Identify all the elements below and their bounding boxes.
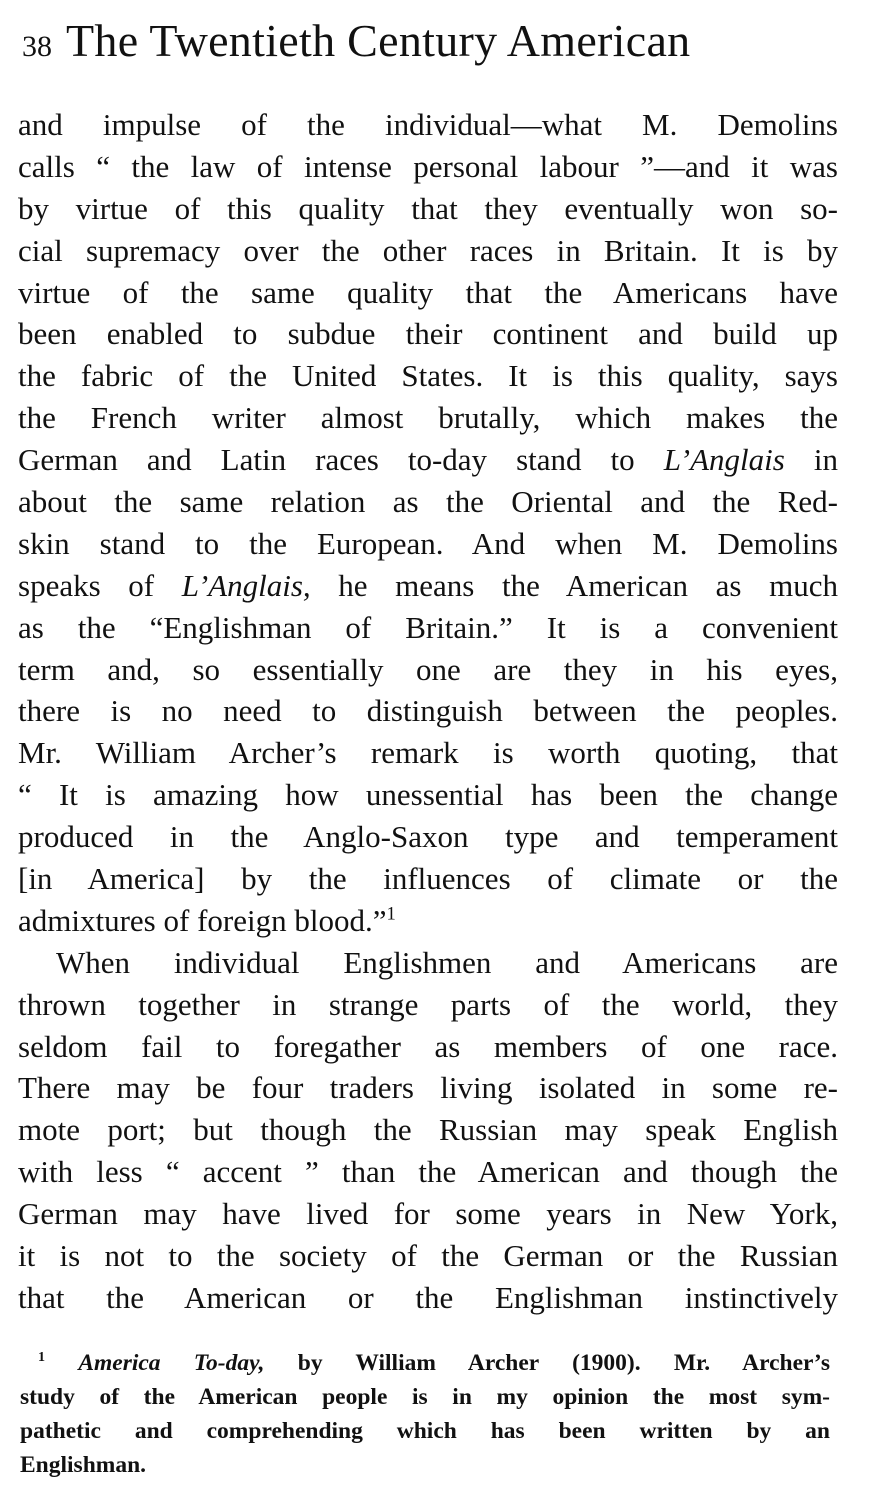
paragraph-2 (18, 942, 838, 1319)
text-line: German may have lived for some years in New York, (18, 1196, 838, 1232)
footnote-marker: 1 (38, 1349, 46, 1366)
text-run: speaks of (18, 567, 182, 603)
text-run: admixtures of foreign blood.” (18, 902, 387, 938)
text-line: calls “ the law of intense personal labour ”—and it was (18, 148, 838, 184)
text-line (18, 900, 838, 942)
text-line: there is no need to distinguish between the peoples. (18, 693, 838, 729)
text-line: seldom fail to foregather as members of one race. (18, 1028, 838, 1064)
text-run: in (784, 442, 838, 478)
text-line: mote port; but though the Russian may speak English (18, 1112, 838, 1148)
text-line: [in America] by the influences of climate or the (18, 861, 838, 897)
footnote-line: pathetic and comprehending which has been written by an (20, 1418, 830, 1444)
italic-term: L’Anglais, (181, 567, 311, 603)
text-line: skin stand to the European. And when M. Demolins (18, 525, 838, 561)
italic-book-title: America To-day, (78, 1350, 265, 1376)
body-text (18, 104, 838, 1319)
page-header (22, 14, 852, 74)
footnote-line (20, 1346, 830, 1380)
text-run: German and Latin races to-day stand to (18, 442, 664, 478)
text-line (18, 439, 838, 481)
running-title: The Twentieth Century American (66, 15, 691, 66)
text-line (18, 565, 838, 607)
text-line: produced in the Anglo-Saxon type and temperament (18, 819, 838, 855)
text-line: with less “ accent ” than the American and though the (18, 1154, 838, 1190)
text-line: about the same relation as the Oriental and the Red- (18, 484, 838, 520)
text-line: as the “Englishman of Britain.” It is a convenient (18, 609, 838, 645)
text-line: it is not to the society of the German or the Russian (18, 1238, 838, 1274)
text-line: When individual Englishmen and Americans are (56, 944, 838, 980)
italic-term: L’Anglais (663, 442, 785, 478)
text-line: and impulse of the individual—what M. Demolins (18, 107, 838, 142)
text-line: “ It is amazing how unessential has been the change (18, 777, 838, 813)
text-line: thrown together in strange parts of the world, they (18, 986, 838, 1022)
text-line: virtue of the same quality that the Americans have (18, 274, 838, 310)
text-line: There may be four traders living isolated in some re- (18, 1070, 838, 1106)
text-line: Mr. William Archer’s remark is worth quoting, that (18, 735, 838, 771)
text-line: cial supremacy over the other races in Britain. It is by (18, 232, 838, 268)
text-line: the French writer almost brutally, which makes the (18, 400, 838, 436)
footnote-reference: 1 (386, 903, 396, 925)
footnote-line: study of the American people is in my opinion the most sym- (20, 1384, 830, 1410)
footnote (20, 1346, 830, 1482)
text-line: by virtue of this quality that they eventually won so- (18, 190, 838, 226)
paragraph-1 (18, 104, 838, 942)
text-line: that the American or the Englishman instinctively (18, 1279, 838, 1315)
text-line: term and, so essentially one are they in his eyes, (18, 651, 838, 687)
page-number: 38 (22, 30, 52, 63)
text-line: the fabric of the United States. It is this quality, says (18, 358, 838, 394)
text-run: by William Archer (1900). Mr. Archer’s (264, 1350, 830, 1376)
text-line: been enabled to subdue their continent and build up (18, 316, 838, 352)
text-run: he means the American as much (310, 567, 838, 603)
footnote-line: Englishman. (20, 1452, 147, 1478)
